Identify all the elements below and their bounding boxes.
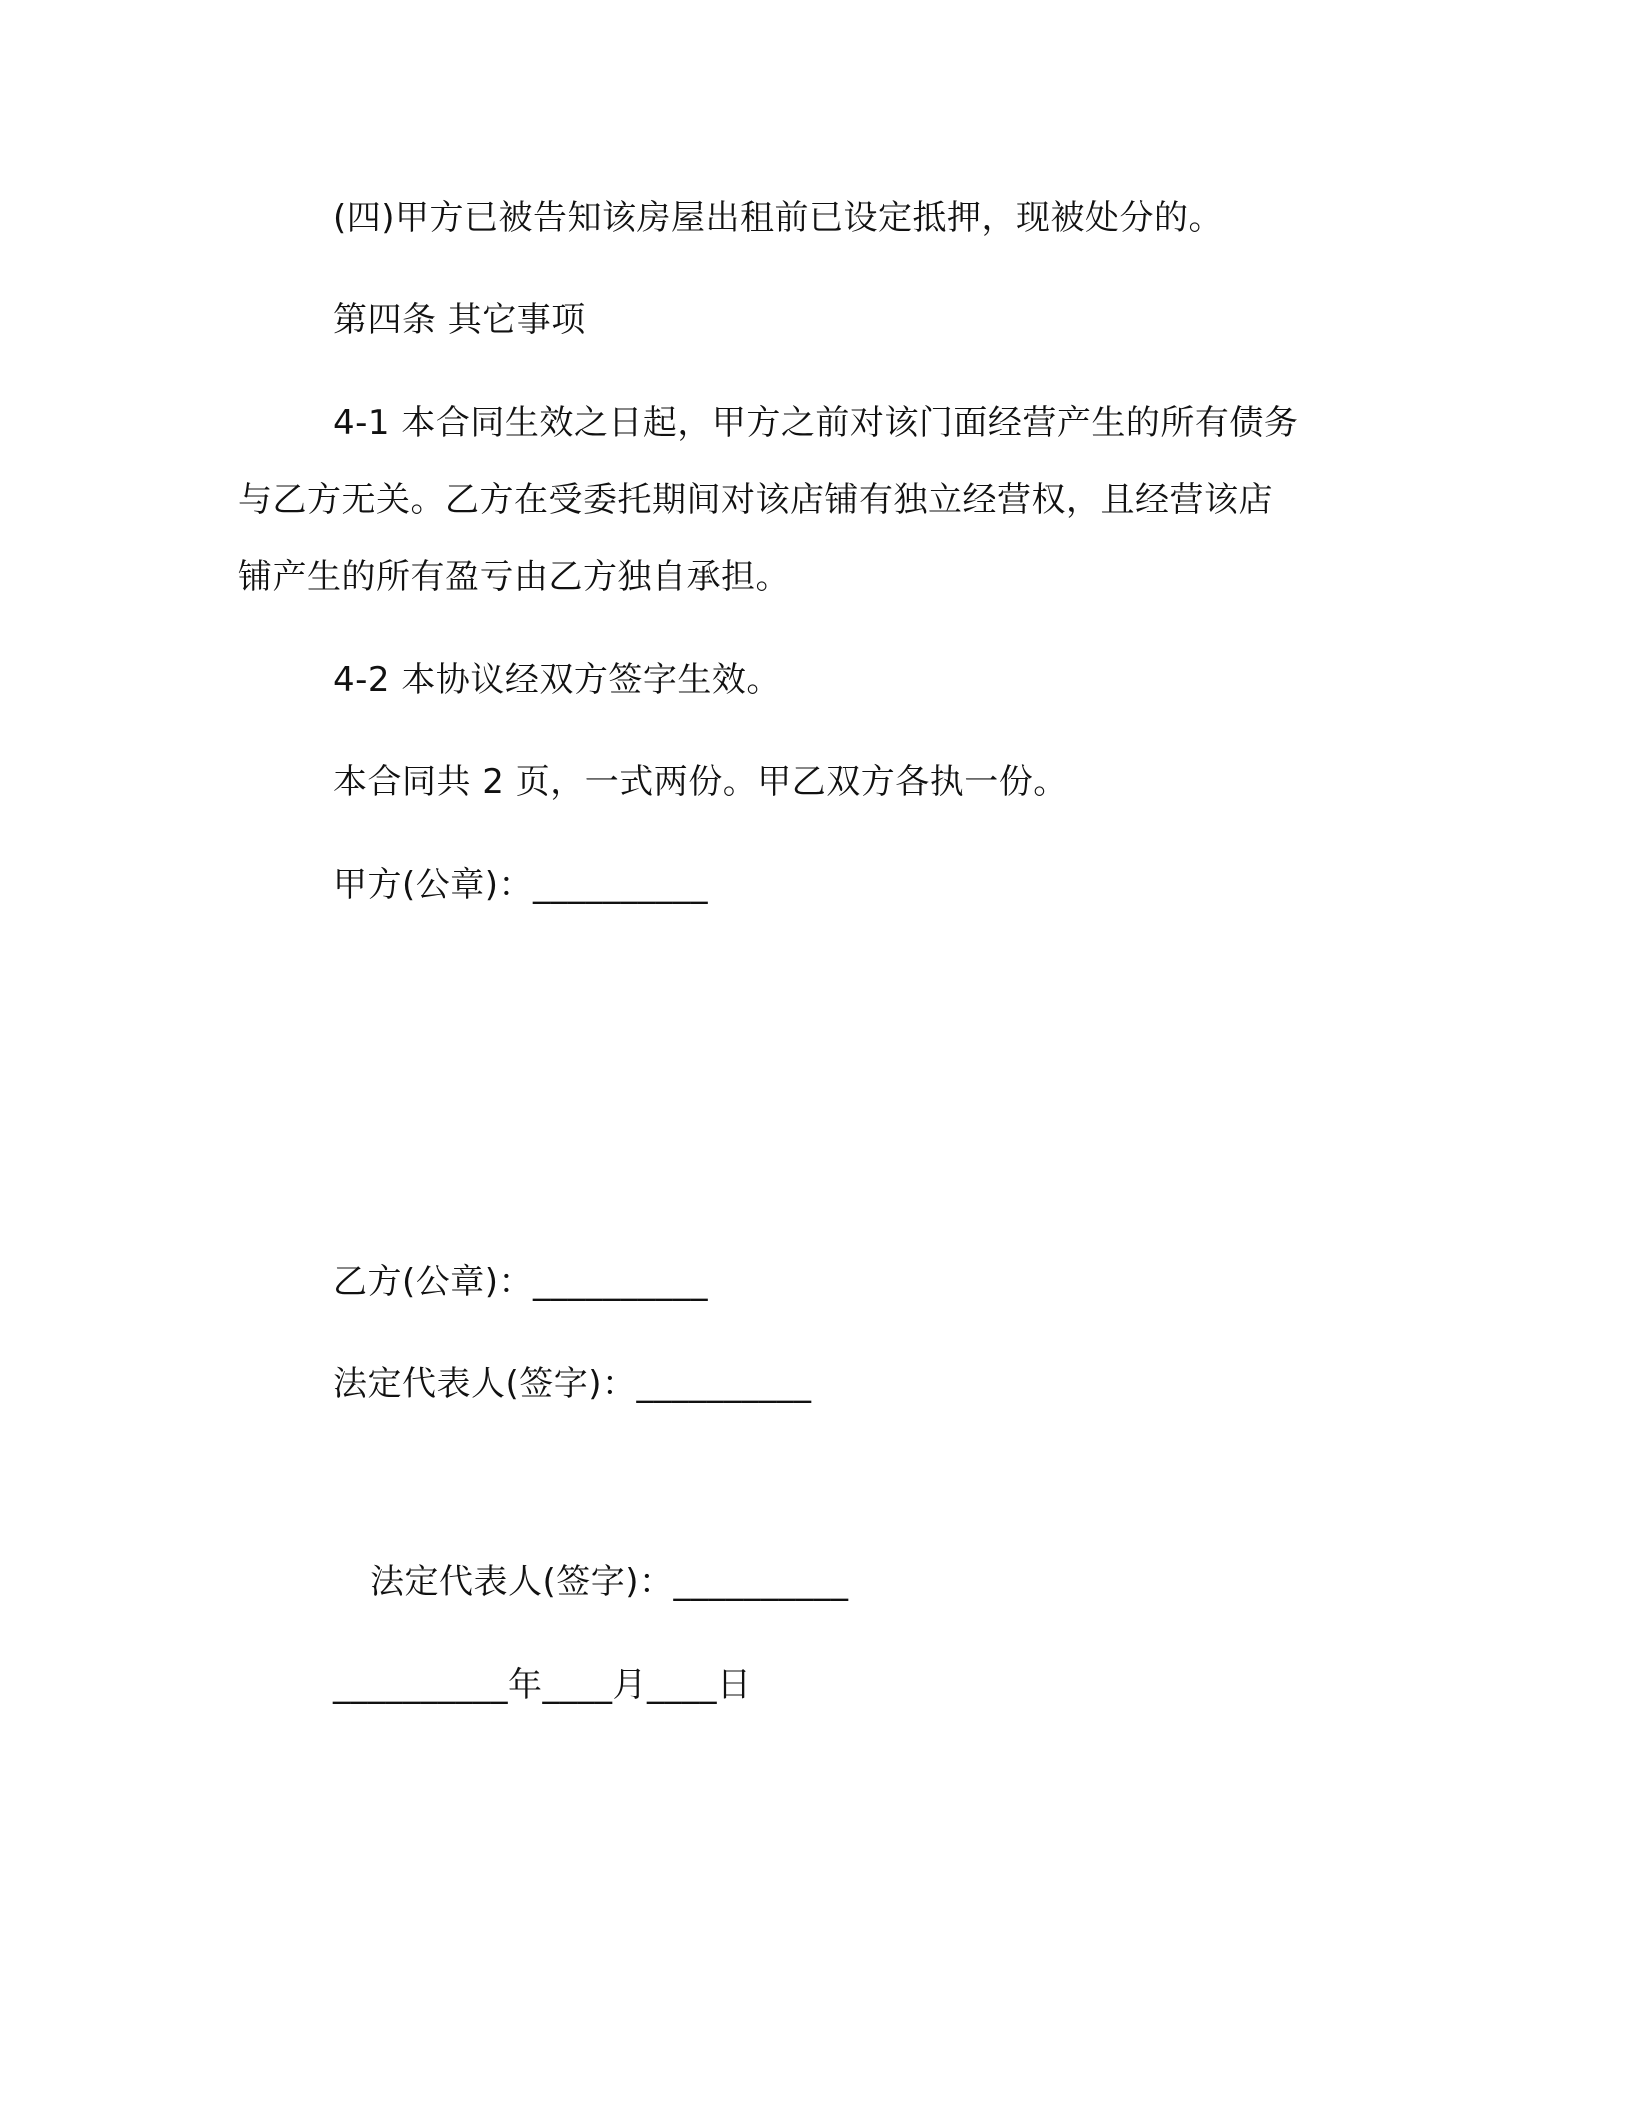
party-b-seal-line: 乙方(公章)：__________ <box>333 1262 709 1302</box>
clause-4-1-line-3: 铺产生的所有盈亏由乙方独自承担。 <box>238 557 790 597</box>
date-line: __________年____月____日 <box>333 1665 752 1705</box>
clause-4-2: 4-2 本协议经双方签字生效。 <box>333 660 781 700</box>
legal-rep-signature-line-1: 法定代表人(签字)：__________ <box>333 1364 812 1404</box>
copies-statement: 本合同共 2 页，一式两份。甲乙双方各执一份。 <box>333 762 1068 802</box>
article-four-heading: 第四条 其它事项 <box>333 300 586 340</box>
legal-rep-signature-line-2: 法定代表人(签字)：__________ <box>370 1562 849 1602</box>
clause-4-1-line-1: 4-1 本合同生效之日起，甲方之前对该门面经营产生的所有债务 <box>333 403 1299 443</box>
clause-four-mortgage: (四)甲方已被告知该房屋出租前已设定抵押，现被处分的。 <box>333 198 1224 238</box>
clause-4-1-line-2: 与乙方无关。乙方在受委托期间对该店铺有独立经营权，且经营该店 <box>238 480 1273 520</box>
party-a-seal-line: 甲方(公章)：__________ <box>333 865 709 905</box>
